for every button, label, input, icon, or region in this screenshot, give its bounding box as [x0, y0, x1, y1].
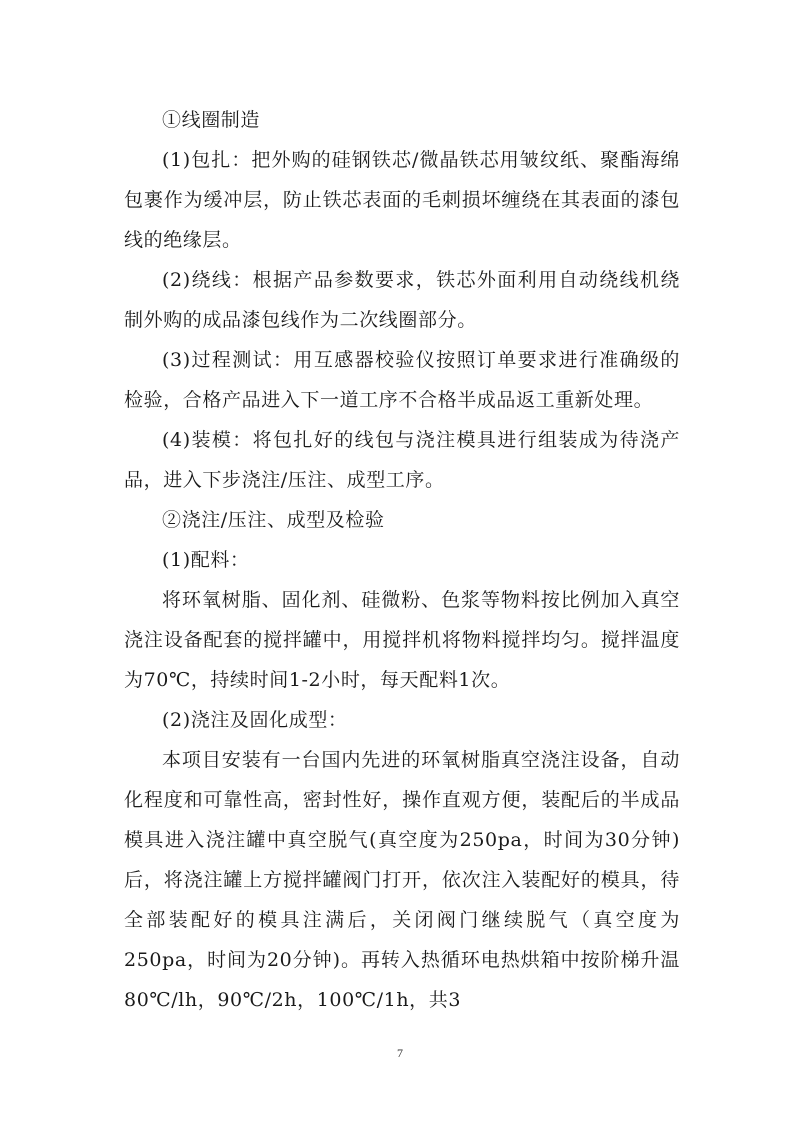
heading-casting: ②浇注/压注、成型及检验	[162, 509, 385, 531]
paragraph-winding: (2)绕线：根据产品参数要求，铁芯外面利用自动绕线机绕制外购的成品漆包线作为二次线圈部分。	[124, 269, 680, 331]
body-text	[124, 100, 680, 1020]
page-number: 7	[397, 1046, 403, 1060]
paragraph-wrapping: (1)包扎：把外购的硅钢铁芯/微晶铁芯用皱纹纸、聚酯海绵包裹作为缓冲层，防止铁芯表面的毛刺损坏缠绕在其表面的漆包线的绝缘层。	[124, 149, 680, 251]
paragraph-mold-assembly: (4)装模：将包扎好的线包与浇注模具进行组装成为待浇产品，进入下步浇注/压注、成型工序。	[124, 429, 680, 491]
paragraph-process-test: (3)过程测试：用互感器校验仪按照订单要求进行准确级的检验，合格产品进入下一道工序不合格半成品返工重新处理。	[124, 349, 680, 411]
subheading-batching: (1)配料：	[162, 549, 250, 571]
subheading-casting-curing: (2)浇注及固化成型：	[162, 709, 348, 731]
paragraph-batching: 将环氧树脂、固化剂、硅微粉、色浆等物料按比例加入真空浇注设备配套的搅拌罐中，用搅拌机将物料搅拌均匀。搅拌温度为70℃，持续时间1-2小时，每天配料1次。	[124, 589, 680, 691]
heading-coil-manufacturing: ①线圈制造	[162, 109, 261, 131]
paragraph-casting-curing: 本项目安装有一台国内先进的环氧树脂真空浇注设备，自动化程度和可靠性高，密封性好，操作直观方便，装配后的半成品模具进入浇注罐中真空脱气(真空度为250pa，时间为30分钟)后，将浇注罐上方搅拌罐阀门打开，依次注入装配好的模具，待全部装配好的模具注满后，关闭阀门继续脱气（真空度为250pa，时间为20分钟)。再转入热循环电热烘箱中按阶梯升温80℃/lh，90℃/2h，100℃/1h，共3	[124, 749, 680, 1011]
